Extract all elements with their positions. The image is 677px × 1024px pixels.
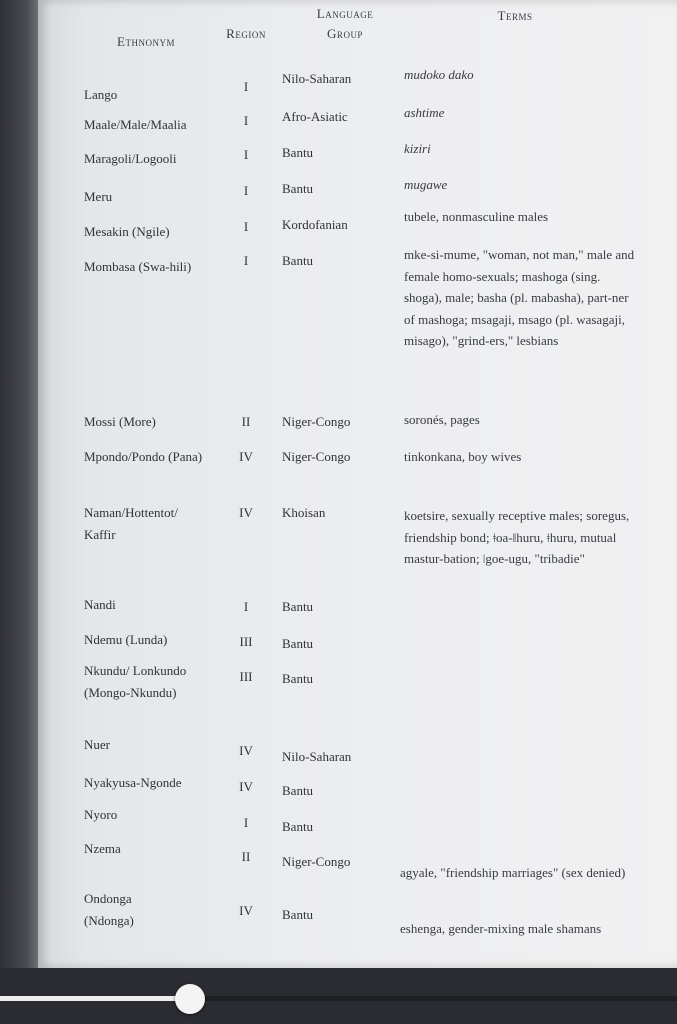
row-ethnonym: Nandi <box>84 597 116 612</box>
row-ethnonym: Nuer <box>84 737 110 752</box>
book-gutter <box>0 0 38 968</box>
row-ethnonym: Lango <box>84 87 118 102</box>
row-ethnonym: Nyoro <box>84 807 118 822</box>
row-language: Bantu <box>282 636 314 651</box>
row-terms: mugawe <box>404 177 448 192</box>
row-terms: tinkonkana, boy wives <box>404 449 522 464</box>
row-language: Bantu <box>282 599 314 614</box>
header-language-line2: Group <box>327 26 363 41</box>
row-terms: mke-si-mume, "woman, not man," male and female homo-sexuals; mashoga (sing. shoga), male; basha (pl. mabasha), part-ner of mashoga; msagaji, msago (pl. wasagaji, misago), "grind-ers," lesbians <box>404 247 635 348</box>
row-ethnonym: Mesakin (Ngile) <box>84 224 170 239</box>
row-terms: kiziri <box>404 141 431 156</box>
row-region: IV <box>239 779 253 794</box>
row-language: Nilo-Saharan <box>282 749 352 764</box>
row-terms: koetsire, sexually receptive males; soregus, friendship bond; ǂoa-ǁhuru, ǂhuru, mutual mastur-bation; ǀgoe-ugu, "tribadie" <box>404 508 630 566</box>
row-terms: soronés, pages <box>404 412 480 427</box>
row-language: Bantu <box>282 253 314 268</box>
row-region: IV <box>239 743 253 758</box>
row-terms: agyale, "friendship marriages" (sex denied) <box>400 865 626 880</box>
header-terms: Terms <box>497 8 533 23</box>
row-region: I <box>243 253 249 268</box>
row-ethnonym: Nyakyusa-Ngonde <box>84 775 182 790</box>
row-language: Bantu <box>282 145 314 160</box>
row-region: IV <box>239 903 253 918</box>
row-language: Nilo-Saharan <box>282 71 352 86</box>
row-ethnonym: Maale/Male/Maalia <box>84 117 187 132</box>
row-ethnonym: Nkundu/ Lonkundo (Mongo-Nkundu) <box>84 663 187 700</box>
row-ethnonym: Naman/Hottentot/ Kaffir <box>84 505 178 542</box>
row-ethnonym: Maragoli/Logooli <box>84 151 177 166</box>
row-region: I <box>243 599 249 614</box>
row-ethnonym: Meru <box>84 189 113 204</box>
row-language: Khoisan <box>282 505 326 520</box>
row-region: III <box>239 669 253 684</box>
row-language: Bantu <box>282 783 314 798</box>
row-region: I <box>243 815 249 830</box>
row-language: Bantu <box>282 181 314 196</box>
row-ethnonym: Ndemu (Lunda) <box>84 632 168 647</box>
row-terms: mudoko dako <box>404 67 474 82</box>
row-region: III <box>239 634 253 649</box>
row-ethnonym: Mombasa (Swa-hili) <box>84 259 192 274</box>
row-ethnonym: Ondonga (Ndonga) <box>84 891 134 928</box>
row-terms: ashtime <box>404 105 445 120</box>
row-language: Bantu <box>282 907 314 922</box>
row-language: Bantu <box>282 819 314 834</box>
row-region: I <box>243 219 249 234</box>
header-language <box>290 4 400 44</box>
row-region: II <box>241 849 251 864</box>
scrub-progress <box>0 996 190 1001</box>
header-language-line1: Language <box>316 6 374 21</box>
row-language: Bantu <box>282 671 314 686</box>
row-ethnonym: Nzema <box>84 841 121 856</box>
header-region: Region <box>226 26 266 41</box>
row-terms: eshenga, gender-mixing male shamans <box>400 921 602 936</box>
row-language: Kordofanian <box>282 217 348 232</box>
row-region: I <box>243 147 249 162</box>
row-region: I <box>243 79 249 94</box>
row-ethnonym: Mossi (More) <box>84 414 156 429</box>
row-language: Niger-Congo <box>282 449 351 464</box>
row-region: I <box>243 113 249 128</box>
row-language: Afro-Asiatic <box>282 109 348 124</box>
row-ethnonym: Mpondo/Pondo (Pana) <box>84 449 203 464</box>
scrub-thumb[interactable] <box>175 984 205 1014</box>
row-region: I <box>243 183 249 198</box>
row-language: Niger-Congo <box>282 854 351 869</box>
row-language: Niger-Congo <box>282 414 351 429</box>
row-region: II <box>241 414 251 429</box>
row-terms: tubele, nonmasculine males <box>404 209 549 224</box>
header-ethnonym: Ethnonym <box>117 34 175 49</box>
row-region: IV <box>239 449 253 464</box>
row-region: IV <box>239 505 253 520</box>
